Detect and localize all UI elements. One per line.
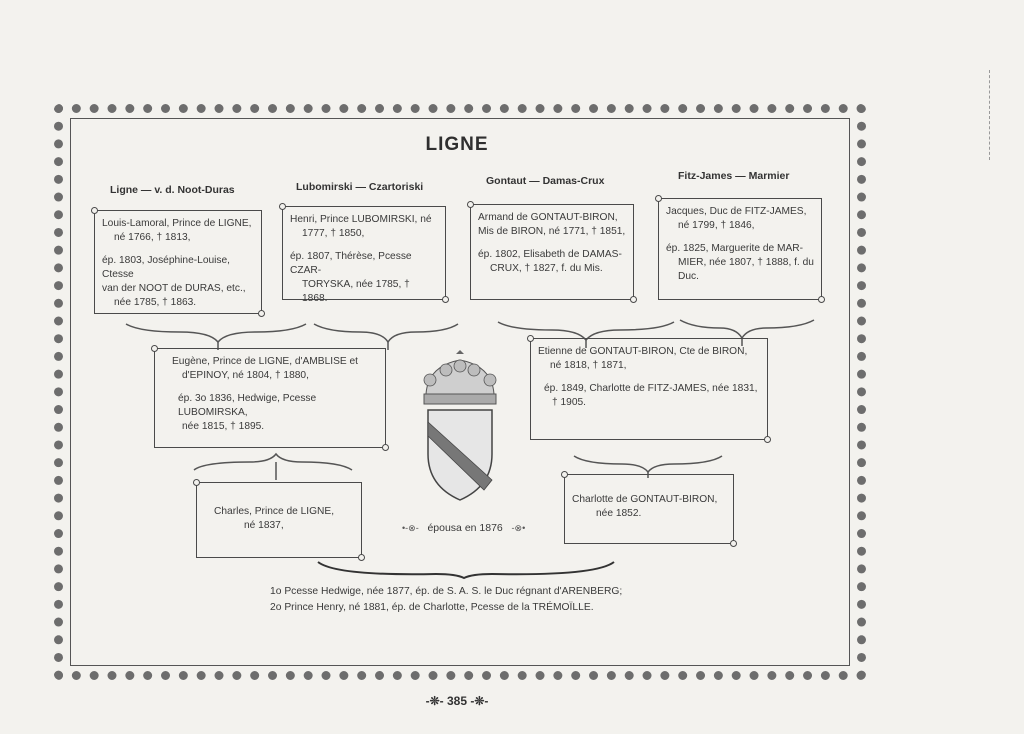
ornament-icon: -⊗• <box>511 523 526 533</box>
box-line: CRUX, † 1827, f. du Mis. <box>490 263 603 274</box>
ornament-icon: -❊- <box>470 694 489 708</box>
marriage-note <box>402 522 525 534</box>
box-line: né 1818, † 1871, <box>550 360 627 371</box>
box-line: née 1815, † 1895. <box>182 421 265 432</box>
box-line: van der NOOT de DURAS, etc., <box>102 283 246 294</box>
marriage-text: épousa en 1876 <box>427 522 503 534</box>
scan-margin-marks <box>989 70 994 160</box>
box-etienne-gontaut <box>530 338 768 440</box>
column-heading-gontaut: Gontaut — Damas-Crux <box>486 175 605 187</box>
box-line: Henri, Prince LUBOMIRSKI, né <box>290 214 432 225</box>
children-brace <box>316 558 616 580</box>
box-line: Mis de BIRON, né 1771, † 1851, <box>478 226 626 237</box>
child-line-2: 2o Prince Henry, né 1881, ép. de Charlotte, Pcesse de la TRÉMOÏLLE. <box>270 602 594 613</box>
ornament-icon: -❊- <box>425 694 444 708</box>
box-line: ép. 1825, Marguerite de MAR- <box>666 243 804 254</box>
box-louis-lamoral <box>94 210 262 314</box>
child-line-1: 1o Pcesse Hedwige, née 1877, ép. de S. A. S. le Duc régnant d'ARENBERG; <box>270 586 623 597</box>
box-eugene-ligne <box>154 348 386 448</box>
page-number <box>0 694 914 708</box>
box-line: née 1852. <box>596 508 642 519</box>
box-line: d'EPINOY, né 1804, † 1880, <box>182 370 309 381</box>
box-armand-gontaut <box>470 204 634 300</box>
box-line: MIER, née 1807, † 1888, f. du <box>678 257 814 268</box>
box-line: ép. 1803, Joséphine-Louise, Ctesse <box>102 255 231 280</box>
coat-of-arms-icon <box>412 350 508 510</box>
box-line: Charlotte de GONTAUT-BIRON, <box>572 494 718 505</box>
box-line: Etienne de GONTAUT-BIRON, Cte de BIRON, <box>538 346 748 357</box>
box-line: Jacques, Duc de FITZ-JAMES, <box>666 206 807 217</box>
box-henri-lubomirski <box>282 206 446 304</box>
box-line: ép. 1807, Thérèse, Pcesse CZAR- <box>290 251 412 276</box>
box-line: TORYSKA, née 1785, † 1868. <box>302 279 410 304</box>
box-charlotte-gontaut <box>564 474 734 544</box>
box-line: ép. 3o 1836, Hedwige, Pcesse LUBOMIRSKA, <box>178 393 317 418</box>
box-line: Charles, Prince de LIGNE, <box>214 506 335 517</box>
children-list <box>270 584 670 616</box>
ornament-icon: •-⊗- <box>402 523 419 533</box>
box-line: Duc. <box>678 271 699 282</box>
page-number-text: 385 <box>446 694 468 708</box>
box-line: ép. 1802, Elisabeth de DAMAS- <box>478 249 622 260</box>
box-line: ép. 1849, Charlotte de FITZ-JAMES, née 1831, <box>544 383 758 394</box>
box-line: Eugène, Prince de LIGNE, d'AMBLISE et <box>172 356 358 367</box>
column-heading-ligne: Ligne — v. d. Noot-Duras <box>110 184 235 196</box>
box-jacques-fitzjames <box>658 198 822 300</box>
box-line: née 1785, † 1863. <box>114 297 197 308</box>
box-line: né 1766, † 1813, <box>114 232 191 243</box>
column-heading-lubomirski: Lubomirski — Czartoriski <box>296 181 424 193</box>
box-charles-ligne <box>196 482 362 558</box>
box-line: né 1837, <box>244 520 284 531</box>
box-line: † 1905. <box>552 397 586 408</box>
box-line: né 1799, † 1846, <box>678 220 755 231</box>
box-line: Louis-Lamoral, Prince de LIGNE, <box>102 218 252 229</box>
box-line: Armand de GONTAUT-BIRON, <box>478 212 618 223</box>
box-line: 1777, † 1850, <box>302 228 365 239</box>
column-heading-fitzjames: Fitz-James — Marmier <box>678 170 790 182</box>
page-title: LIGNE <box>425 134 489 155</box>
